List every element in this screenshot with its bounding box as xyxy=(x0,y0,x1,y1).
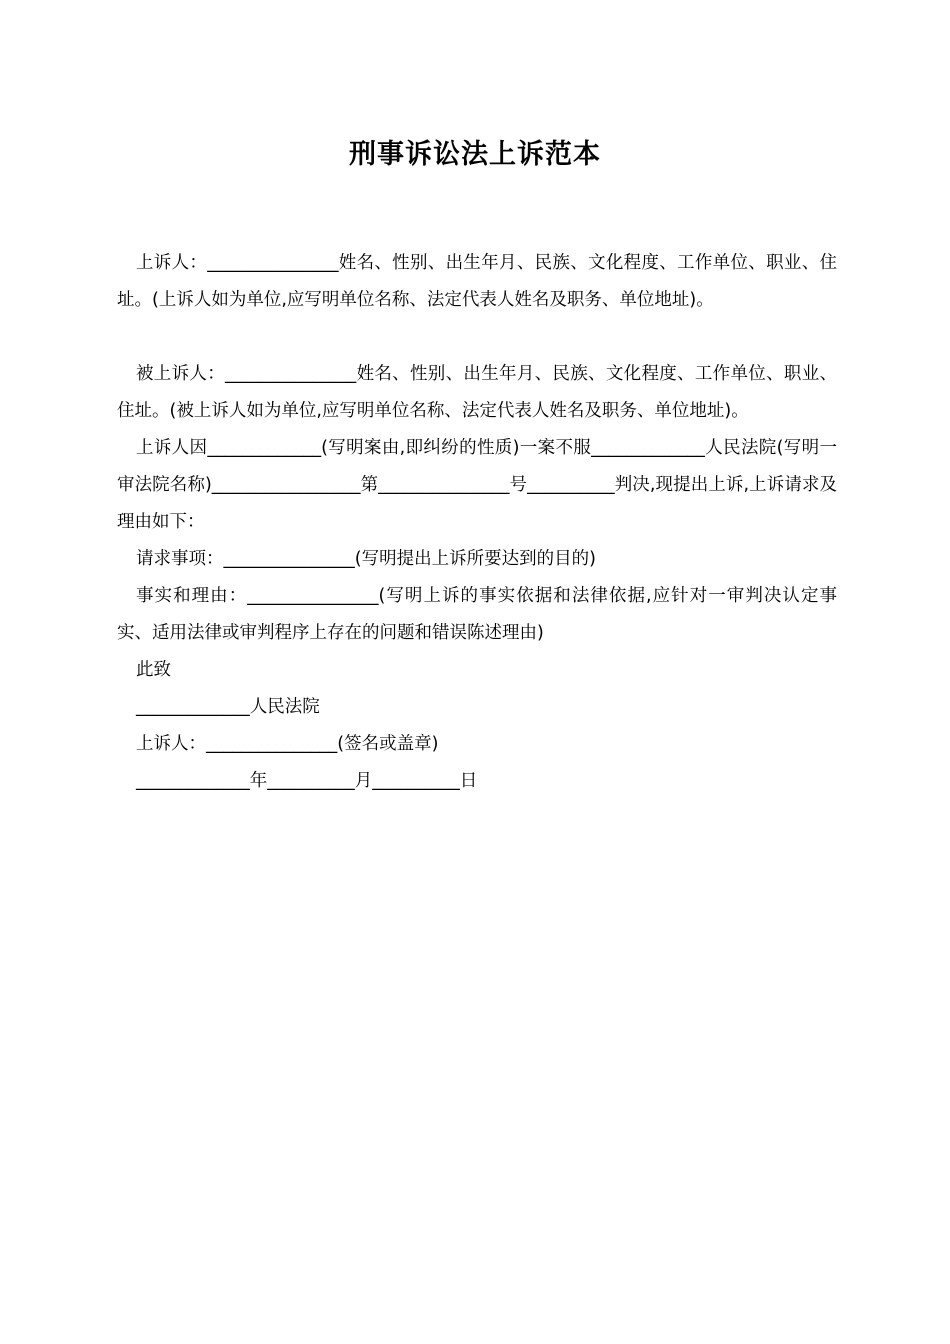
appellee-paragraph: 被上诉人：_______________姓名、性别、出生年月、民族、文化程度、工作单位、职业、住址。(被上诉人如为单位,应写明单位名称、法定代表人姓名及职务、单位地址)。 xyxy=(117,364,837,421)
salutation-line: 此致 xyxy=(136,660,171,680)
document-body xyxy=(117,245,837,800)
facts-and-reasons-paragraph: 事实和理由：_______________(写明上诉的事实依据和法律依据,应针对一审判决认定事实、适用法律或审判程序上存在的问题和错误陈述理由) xyxy=(117,586,837,643)
document-title: 刑事诉讼法上诉范本 xyxy=(349,139,601,170)
request-items-paragraph: 请求事项：_______________(写明提出上诉所要达到的目的) xyxy=(136,549,596,569)
date-line: _____________年__________月__________日 xyxy=(136,771,478,791)
signature-line: 上诉人：_______________(签名或盖章) xyxy=(136,734,439,754)
appeal-reason-paragraph: 上诉人因_____________(写明案由,即纠纷的性质)一案不服_____________人民法院(写明一审法院名称)_________________第_______________号__________判决,现提出上诉,上诉请求及理由如下： xyxy=(117,438,837,532)
appellant-paragraph: 上诉人：_______________姓名、性别、出生年月、民族、文化程度、工作单位、职业、住址。(上诉人如为单位,应写明单位名称、法定代表人姓名及职务、单位地址)。 xyxy=(117,253,837,310)
court-line: _____________人民法院 xyxy=(136,697,320,717)
